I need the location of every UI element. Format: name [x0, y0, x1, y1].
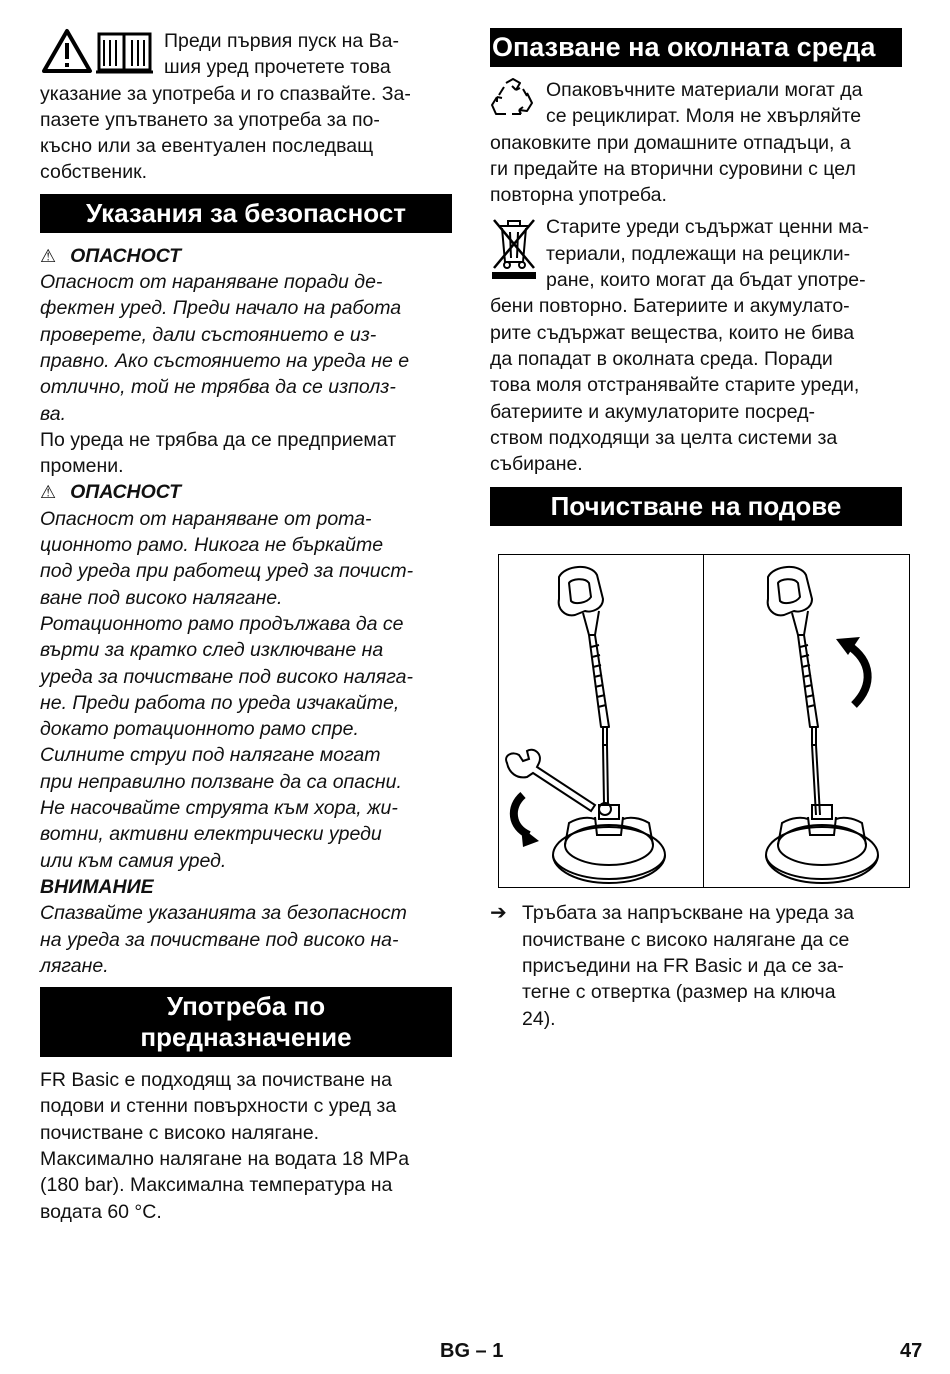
usage-line: Максимално налягане на водата 18 MPa — [40, 1147, 410, 1170]
warn1-line: фектен уред. Преди начало на работа — [40, 297, 402, 320]
weee-line: да попадат в околната среда. Поради — [490, 347, 833, 370]
step-line: 24). — [522, 1007, 556, 1030]
crossed-bin-icon — [490, 214, 538, 280]
safety-heading: Указания за безопасност — [40, 194, 452, 233]
usage-heading-line: Употреба по — [166, 991, 326, 1022]
warn2-line: при неправилно ползване да са опасни. — [40, 770, 402, 793]
usage-line: подови и стенни повърхности с уред за — [40, 1095, 397, 1118]
recycle-icon — [490, 77, 536, 121]
footer-language: BG – 1 — [440, 1340, 504, 1362]
warn2-line: Опасност от нараняване от рота- — [40, 507, 372, 530]
warning-small-icon: ⚠ — [40, 245, 57, 266]
left-column — [40, 28, 452, 1225]
weee-line: бени повторно. Батериите и акумулато- — [490, 295, 850, 318]
weee-line: ране, които могат да бъдат употре- — [546, 269, 866, 292]
usage-line: почистване с високо налягане. — [40, 1121, 320, 1144]
intro-line: Преди първия пуск на Ва- — [164, 30, 399, 52]
recycle-line: опаковките при домашните отпадъци, а — [490, 131, 851, 154]
weee-line: батериите и акумулаторите посред- — [490, 400, 816, 423]
warn2-line: докато ротационното рамо спре. — [40, 718, 359, 741]
warn2-line: под уреда при работещ уред за почист- — [40, 560, 414, 583]
usage-line: водата 60 °C. — [40, 1200, 162, 1223]
warn1-line: правно. Ако състоянието на уреда не е — [40, 349, 410, 372]
manual-book-icon — [96, 34, 153, 72]
note-line: промени. — [40, 455, 124, 478]
caution-line: лягане. — [40, 954, 109, 977]
weee-line: това моля отстранявайте старите уреди, — [490, 374, 860, 397]
step-line: почистване с високо налягане да се — [522, 928, 850, 951]
warning-small-icon: ⚠ — [40, 482, 57, 503]
weee-line: Старите уреди съдържат ценни ма- — [546, 216, 869, 239]
intro-line: собственик. — [40, 161, 148, 184]
intro-block — [40, 28, 452, 186]
recycle-line: ги предайте на вторични суровини с цел — [490, 157, 856, 180]
warning-triangle-icon — [44, 31, 90, 71]
usage-line: FR Basic е подходящ за почистване на — [40, 1069, 393, 1092]
warn2-line: ване под високо налягане. — [40, 586, 283, 609]
weee-block — [490, 214, 902, 477]
weee-line: териали, подлежащи на рецикли- — [546, 242, 851, 265]
warn2-line: върти за кратко след изключване на — [40, 639, 384, 662]
intro-line: шия уред прочетете това — [164, 56, 391, 79]
lift-arrow-icon — [848, 645, 868, 705]
warn2-line: Ротационното рамо продължава да се — [40, 612, 404, 635]
warn1-line: проверете, дали състоянието е из- — [40, 323, 377, 346]
wrench-icon — [506, 750, 611, 815]
usage-heading-line: предназначение — [140, 1022, 352, 1053]
warn2-line: Силните струи под налягане могат — [40, 744, 381, 767]
floor-step — [490, 900, 902, 1031]
right-column — [490, 28, 902, 1032]
caution-line: Спазвайте указанията за безопасност — [40, 902, 407, 925]
page-number: 47 — [900, 1340, 923, 1362]
caution-label: ВНИМАНИЕ — [40, 875, 154, 898]
intro-line: указание за употреба и го спазвайте. За- — [40, 82, 411, 105]
environment-heading: Опазване на околната среда — [490, 28, 902, 67]
recycle-line: Опаковъчните материали могат да — [546, 79, 863, 101]
warn1-line: ва. — [40, 402, 67, 425]
warn2-line: ционното рамо. Никога не бъркайте — [40, 534, 384, 557]
intro-icons — [40, 28, 156, 74]
warn2-line: не. Преди работа по уреда изчакайте, — [40, 691, 400, 714]
weee-line: рите съдържат вещества, които не бива — [490, 321, 855, 344]
danger-label-text: ОПАСНОСТ — [70, 244, 182, 267]
recycle-block — [490, 77, 902, 208]
assembly-figure — [498, 554, 910, 888]
rotate-arrowhead-icon — [521, 827, 539, 847]
step-line: Тръбата за напръскване на уреда за — [522, 902, 854, 925]
warn2-line: вотни, активни електрически уреди — [40, 823, 382, 846]
spray-gun-icon — [768, 567, 820, 815]
intro-line: пазете упътването за употреба за по- — [40, 108, 380, 131]
weee-line: ством подходящи за целта системи за — [490, 426, 838, 449]
warn1-line: отлично, той не трябва да се използ- — [40, 376, 396, 399]
figure-panel-assembled — [704, 555, 908, 887]
intro-line: късно или за евентуален последващ — [40, 135, 374, 158]
warn2-line: уреда за почистване под високо наляга- — [40, 665, 413, 688]
warn2-line: Не насочвайте струята към хора, жи- — [40, 797, 398, 820]
usage-line: (180 bar). Максимална температура на — [40, 1174, 393, 1197]
step-line: тегне с отвертка (размер на ключа — [522, 981, 836, 1004]
note-line: По уреда не трябва да се предприемат — [40, 428, 397, 451]
danger-label-2 — [40, 479, 452, 505]
danger-label-1 — [40, 243, 452, 269]
step-text — [522, 900, 854, 1031]
surface-cleaner-icon — [553, 805, 665, 883]
caution-line: на уреда за почистване под високо на- — [40, 928, 399, 951]
usage-heading — [40, 987, 452, 1057]
spray-gun-icon — [559, 567, 609, 803]
floor-heading: Почистване на подове — [490, 487, 902, 526]
recycle-line: се рециклират. Моля не хвърляйте — [546, 105, 862, 128]
danger-label-text: ОПАСНОСТ — [70, 481, 182, 504]
warn1-line: Опасност от нараняване поради де- — [40, 271, 383, 294]
figure-panel-tighten — [499, 555, 703, 887]
warn2-line: или към самия уред. — [40, 849, 227, 872]
step-line: присъедини на FR Basic и да се за- — [522, 955, 844, 978]
recycle-line: повторна употреба. — [490, 184, 667, 207]
weee-line: събиране. — [490, 453, 583, 476]
step-arrow-icon: ➔ — [490, 902, 507, 925]
surface-cleaner-icon — [766, 805, 878, 883]
